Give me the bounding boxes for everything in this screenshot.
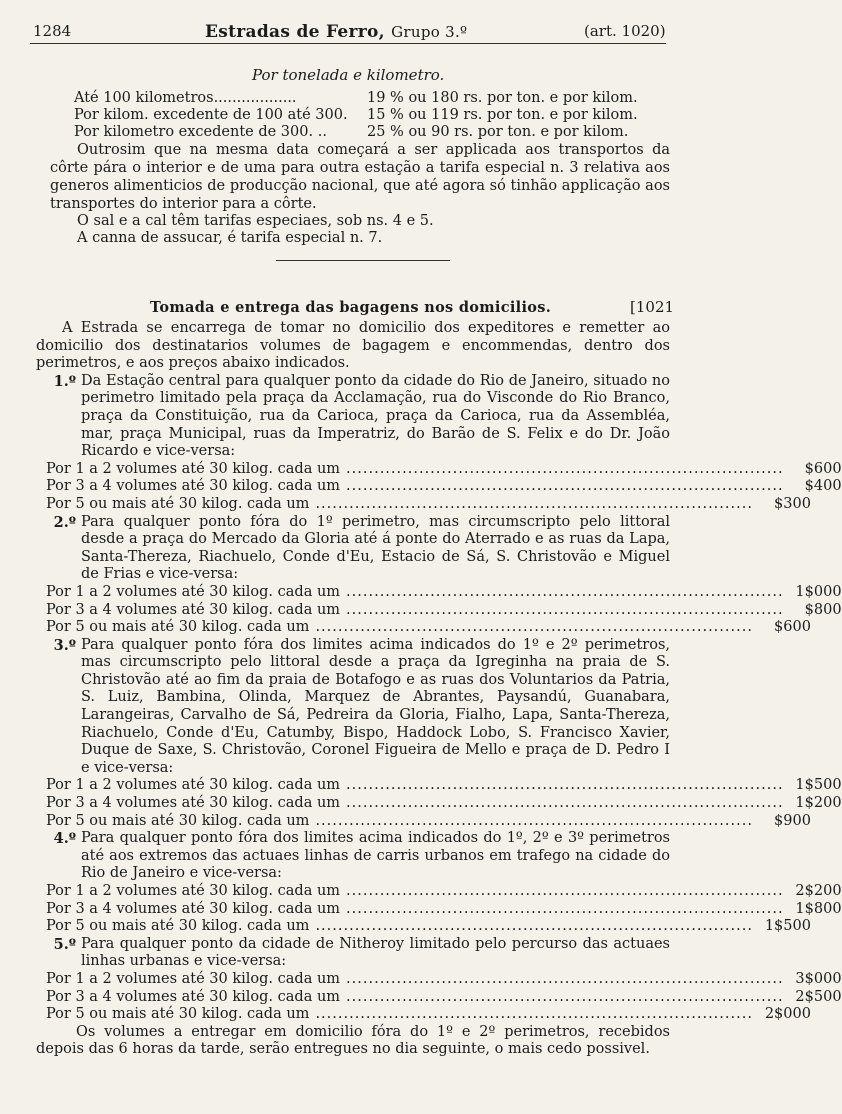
zone-text: Para qualquer ponto fóra dos limites acima indicados do 1º, 2º e 3º perimetros até aos extremos das actuaes linhas de carris urbanos em trafego na cidade do Rio de Janeiro e vice-versa:: [81, 830, 670, 882]
tariff-subtitle: Por tonelada e kilometro.: [252, 66, 445, 84]
rate-label: Por kilom. excedente de 100 até 300.: [74, 107, 348, 123]
price-value: 1$200: [795, 795, 842, 812]
dot-leader: ..............................................................................: [346, 795, 784, 812]
price-line: [36, 900, 842, 919]
dot-leader: ..............................................................................: [346, 777, 784, 794]
zone-1-description: [36, 373, 670, 461]
price-value: 1$800: [795, 900, 842, 917]
rate-value: 25 % ou 90 rs. por ton. e por kilom.: [367, 124, 629, 140]
zone-text: Para qualquer ponto fóra do 1º perimetro, mas circumscripto pelo littoral desde a praça do Mercado da Gloria até á ponte do Aterrado e as ruas da Lapa, Santa-Thereza, Riachuelo, Conde d'Eu, Estacio de Sá, S. Christovão e Miguel de Frias e vice-versa:: [81, 513, 670, 583]
running-title-text: Estradas de Ferro,: [205, 22, 385, 42]
price-line: [36, 495, 811, 514]
rate-label: Até 100 kilometros..................: [74, 90, 297, 106]
price-label: Por 1 a 2 volumes até 30 kilog. cada um: [46, 777, 341, 794]
zone-4-description: [36, 830, 670, 883]
zone-text: Para qualquer ponto da cidade de Nitheroy limitado pelo percurso das actuaes linhas urbanas e vice-versa:: [81, 935, 670, 970]
price-label: Por 5 ou mais até 30 kilog. cada um: [46, 495, 310, 512]
price-value: $800: [804, 601, 842, 618]
price-line: [36, 478, 842, 496]
price-label: Por 5 ou mais até 30 kilog. cada um: [46, 918, 310, 935]
dot-leader: ..............................................................................: [346, 478, 784, 495]
dot-leader: ..............................................................................: [315, 1006, 753, 1023]
section-title: Tomada e entrega das bagagens nos domicilios.: [150, 299, 552, 316]
price-line: [36, 883, 842, 901]
zone-number: 5.º: [53, 935, 76, 953]
section-intro: A Estrada se encarrega de tomar no domicilio dos expeditores e remetter ao domicilio dos destinatarios volumes de bagagem e encommendas, dentro dos perimetros, e aos preços abaixo indicados.: [36, 320, 670, 372]
price-value: 3$000: [795, 970, 842, 987]
section-divider: [276, 260, 450, 261]
price-value: 2$500: [795, 988, 842, 1005]
zone-number: 4.º: [53, 830, 76, 848]
dot-leader: ..............................................................................: [346, 460, 784, 477]
dot-leader: ..............................................................................: [346, 601, 784, 618]
price-label: Por 1 a 2 volumes até 30 kilog. cada um: [46, 883, 341, 899]
article-reference: (art. 1020): [584, 22, 666, 40]
note-cane: A canna de assucar, é tarifa especial n. 7.: [77, 230, 383, 246]
zone-2-description: [36, 514, 670, 584]
price-value: 2$200: [795, 883, 842, 899]
dot-leader: ..............................................................................: [315, 812, 753, 829]
rate-value: 19 % ou 180 rs. por ton. e por kilom.: [367, 90, 638, 106]
rate-value: 15 % ou 119 rs. por ton. e por kilom.: [367, 107, 638, 123]
zone-text: Da Estação central para qualquer ponto da cidade do Rio de Janeiro, situado no perimetro limitado pela praça da Acclamação, rua do Visconde do Rio Branco, praça da Constituição, rua da Carioca, praça da Carioca, rua da Assembléa, mar, praça Municipal, ruas da Imperatriz, do Barão de S. Felix e do Dr. João Ricardo e vice-versa:: [81, 372, 670, 460]
price-value: 1$500: [795, 777, 842, 794]
closing-paragraph: Os volumes a entregar em domicilio fóra do 1º e 2º perimetros, recebidos depois das 6 horas da tarde, serão entregues no dia seguinte, o mais cedo possivel.: [36, 1023, 670, 1058]
price-line: [36, 777, 842, 795]
section-body: [36, 320, 842, 1059]
running-title-group: Grupo 3.º: [391, 23, 468, 41]
price-line: [36, 918, 811, 936]
section-number: [1021: [630, 298, 675, 316]
note-salt: O sal e a cal têm tarifas especiaes, sob ns. 4 e 5.: [77, 213, 434, 229]
dot-leader: ..............................................................................: [346, 988, 784, 1005]
price-label: Por 1 a 2 volumes até 30 kilog. cada um: [46, 970, 341, 987]
price-label: Por 3 a 4 volumes até 30 kilog. cada um: [46, 900, 341, 917]
price-line: [36, 988, 842, 1007]
zone-text: Para qualquer ponto fóra dos limites acima indicados do 1º e 2º perimetros, mas circumscripto pelo littoral desde a praça da Igreginha na praia de S. Christovão até ao fim da praia de Botafogo e as ruas dos Voluntarios da Patria, S. Luiz, Bambina, Olinda, Marquez de Abrantes, Paysandú, Guanabara, Larangeiras, Carvalho de Sá, Pedreira da Gloria, Fialho, Lapa, Santa-Thereza, Riachuelo, Conde d'Eu, Catumby, Bispo, Haddock Lobo, S. Francisco Xavier, Duque de Saxe, S. Christovão, Coronel Figueira de Mello e praça de D. Pedro I e vice-versa:: [81, 636, 670, 776]
price-line: [36, 812, 811, 831]
price-value: $600: [804, 460, 842, 477]
price-value: $900: [774, 812, 811, 829]
price-line: [36, 1006, 811, 1024]
price-label: Por 5 ou mais até 30 kilog. cada um: [46, 1006, 310, 1023]
dot-leader: ..............................................................................: [346, 970, 784, 987]
price-line: [36, 460, 842, 479]
price-line: [36, 619, 811, 637]
zone-5-description: [36, 936, 670, 971]
dot-leader: ..............................................................................: [346, 900, 784, 917]
dot-leader: ..............................................................................: [315, 619, 753, 636]
price-value: $600: [774, 619, 811, 636]
price-value: $300: [774, 495, 811, 512]
dot-leader: ..............................................................................: [315, 495, 753, 512]
price-label: Por 3 a 4 volumes até 30 kilog. cada um: [46, 478, 341, 495]
rate-label: Por kilometro excedente de 300. ..: [74, 124, 327, 140]
dot-leader: ..............................................................................: [346, 883, 784, 899]
price-value: $400: [804, 478, 842, 495]
zone-number: 1.º: [53, 372, 76, 390]
price-label: Por 5 ou mais até 30 kilog. cada um: [46, 619, 310, 636]
tariff-paragraph: Outrosim que na mesma data começará a ser applicada aos transportos da côrte pára o interior e de uma para outra estação a tarifa especial n. 3 relativa aos generos alimenticios de producção nacional, que até agora só tinhão applicação aos transportes do interior para a côrte.: [50, 142, 670, 212]
running-title: [205, 22, 467, 42]
price-value: 1$000: [795, 583, 842, 600]
price-label: Por 5 ou mais até 30 kilog. cada um: [46, 812, 310, 829]
price-value: 1$500: [764, 918, 811, 935]
price-label: Por 1 a 2 volumes até 30 kilog. cada um: [46, 460, 341, 477]
price-label: Por 3 a 4 volumes até 30 kilog. cada um: [46, 601, 341, 618]
dot-leader: ..............................................................................: [346, 583, 784, 600]
zone-number: 3.º: [53, 636, 76, 654]
dot-leader: ..............................................................................: [315, 918, 753, 935]
page-number: 1284: [33, 22, 72, 40]
price-line: [36, 970, 842, 989]
price-value: 2$000: [764, 1006, 811, 1023]
price-label: Por 1 a 2 volumes até 30 kilog. cada um: [46, 583, 341, 600]
zone-number: 2.º: [53, 513, 76, 531]
price-line: [36, 583, 842, 602]
zone-3-description: [36, 637, 670, 778]
header-rule: [30, 43, 666, 44]
price-label: Por 3 a 4 volumes até 30 kilog. cada um: [46, 795, 341, 812]
price-line: [36, 601, 842, 620]
price-label: Por 3 a 4 volumes até 30 kilog. cada um: [46, 988, 341, 1005]
price-line: [36, 795, 842, 813]
